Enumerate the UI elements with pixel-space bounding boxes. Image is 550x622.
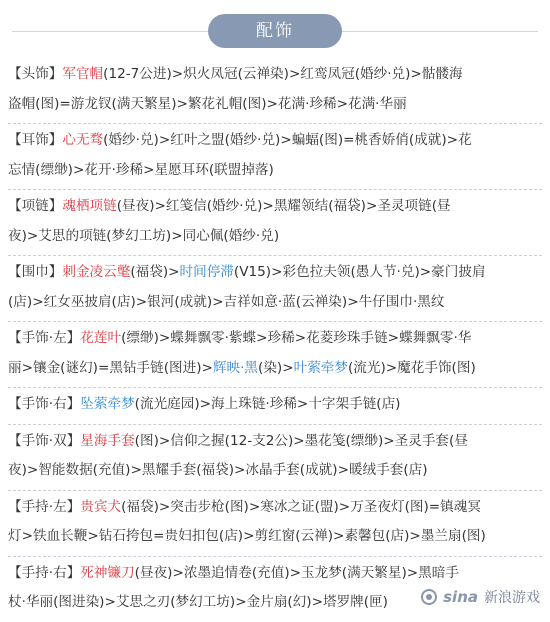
section-earring (8, 124, 542, 190)
text-segment: 【围巾】 (8, 264, 63, 280)
text-segment: (福袋)> (130, 264, 180, 280)
highlight-item: 心无骛 (62, 132, 104, 148)
text-segment: 【手饰·双】 (8, 432, 81, 449)
section-line (8, 288, 542, 318)
accessory-list (8, 58, 542, 622)
text-segment: 【项链】 (8, 198, 63, 214)
text-segment: 【手饰·左】 (8, 330, 81, 346)
section-line (8, 493, 542, 523)
text-segment: (福袋)>突击步枪(图)>寒冰之证(盟)>万圣夜灯(图)=镇魂冥 (121, 498, 481, 515)
highlight-item: 辉映·黑 (212, 359, 259, 376)
section-line (8, 90, 542, 120)
watermark-text: 新浪游戏 (484, 590, 540, 606)
section-line (8, 354, 542, 384)
highlight-item: 花莲叶 (80, 330, 122, 346)
section-scarf (8, 256, 542, 322)
text-segment: 灯>铁血长鞭>钻石挎包=贵妇扣包(店)>剪红窗(云禅)>素馨包(店)>墨兰扇(图) (8, 528, 486, 544)
section-line (8, 192, 542, 222)
text-segment: 【头饰】 (8, 66, 63, 82)
text-segment: 丽>镶金(谜幻)=黑钻手链(图进)> (8, 359, 213, 376)
section-header (0, 14, 550, 48)
section-line (8, 222, 542, 252)
text-segment: (流光)>魔花手饰(图) (348, 359, 476, 376)
section-line (8, 324, 542, 354)
sina-eye-icon (421, 589, 437, 605)
text-segment: 盗帽(图)=游龙钗(满天繁星)>繁花礼帽(图)>花满·珍稀>花满·华丽 (8, 95, 407, 112)
text-segment: 夜)>艾思的项链(梦幻工坊)>同心佩(婚纱·兑) (8, 227, 280, 244)
sina-logo: sina (443, 588, 478, 606)
highlight-item: 军官帽 (62, 66, 104, 82)
watermark (421, 587, 540, 607)
page-title: 配饰 (208, 14, 342, 48)
section-line (8, 390, 542, 420)
section-hand-both (8, 425, 542, 491)
text-segment: 【手持·左】 (8, 498, 81, 515)
text-segment: 杖·华丽(图进染)>艾思之刃(梦幻工坊)>金片扇(幻)>塔罗牌(匣) (8, 594, 388, 610)
text-segment: 【手饰·右】 (8, 396, 81, 412)
text-segment: (店)>红女巫披肩(店)>银河(成就)>吉祥如意·蓝(云禅染)>牛仔围巾·黑纹 (8, 293, 445, 310)
text-segment: 【手持·右】 (8, 564, 81, 581)
section-line (8, 427, 542, 457)
highlight-item: 叶萦牵梦 (293, 359, 348, 376)
highlight-item: 坠萦牵梦 (80, 396, 135, 412)
highlight-item: 刺金凌云氅 (62, 264, 131, 280)
text-segment: (昼夜)>浓墨追情卷(充值)>玉龙梦(满天繁星)>黑暗手 (134, 564, 459, 581)
section-line (8, 126, 542, 156)
text-segment: 【耳饰】 (8, 132, 63, 148)
section-hand-left (8, 322, 542, 388)
text-segment: (染)> (258, 359, 294, 376)
section-line (8, 559, 542, 589)
text-segment: (婚纱·兑)>红叶之盟(婚纱·兑)>蝙蝠(图)=桃香娇俏(成就)>花 (103, 132, 472, 148)
highlight-item: 死神镰刀 (80, 564, 135, 581)
text-segment: 忘情(缥缈)>花开·珍稀>星愿耳环(联盟掉落) (8, 161, 274, 178)
highlight-item: 星海手套 (80, 432, 135, 449)
section-hand-right (8, 388, 542, 425)
section-line (8, 156, 542, 186)
text-segment: (缥缈)>蝶舞飘零·紫蝶>珍稀>花菱珍珠手链>蝶舞飘零·华 (121, 330, 472, 346)
highlight-item: 时间停滞 (179, 264, 234, 280)
text-segment: (昼夜)>红笺信(婚纱·兑)>黑耀领结(福袋)>圣灵项链(昼 (116, 198, 451, 214)
section-hat (8, 58, 542, 124)
section-line (8, 60, 542, 90)
highlight-item: 魂栖项链 (62, 198, 117, 214)
section-necklace (8, 190, 542, 256)
section-line (8, 456, 542, 486)
section-held-left (8, 491, 542, 557)
text-segment: (12-7公进)>炽火凤冠(云禅染)>红鸾凤冠(婚纱·兑)>骷髅海 (103, 66, 463, 82)
highlight-item: 贵宾犬 (80, 498, 122, 515)
text-segment: (V15)>彩色拉夫领(愚人节·兑)>豪门披肩 (233, 264, 486, 280)
text-segment: (流光庭园)>海上珠链·珍稀>十字架手链(店) (134, 396, 401, 412)
text-segment: 夜)>智能数据(充值)>黑耀手套(福袋)>冰晶手套(成就)>暖绒手套(店) (8, 462, 428, 478)
section-line (8, 522, 542, 552)
text-segment: (图)>信仰之握(12-支2公)>墨花笺(缥缈)>圣灵手套(昼 (134, 432, 468, 449)
section-line (8, 258, 542, 288)
